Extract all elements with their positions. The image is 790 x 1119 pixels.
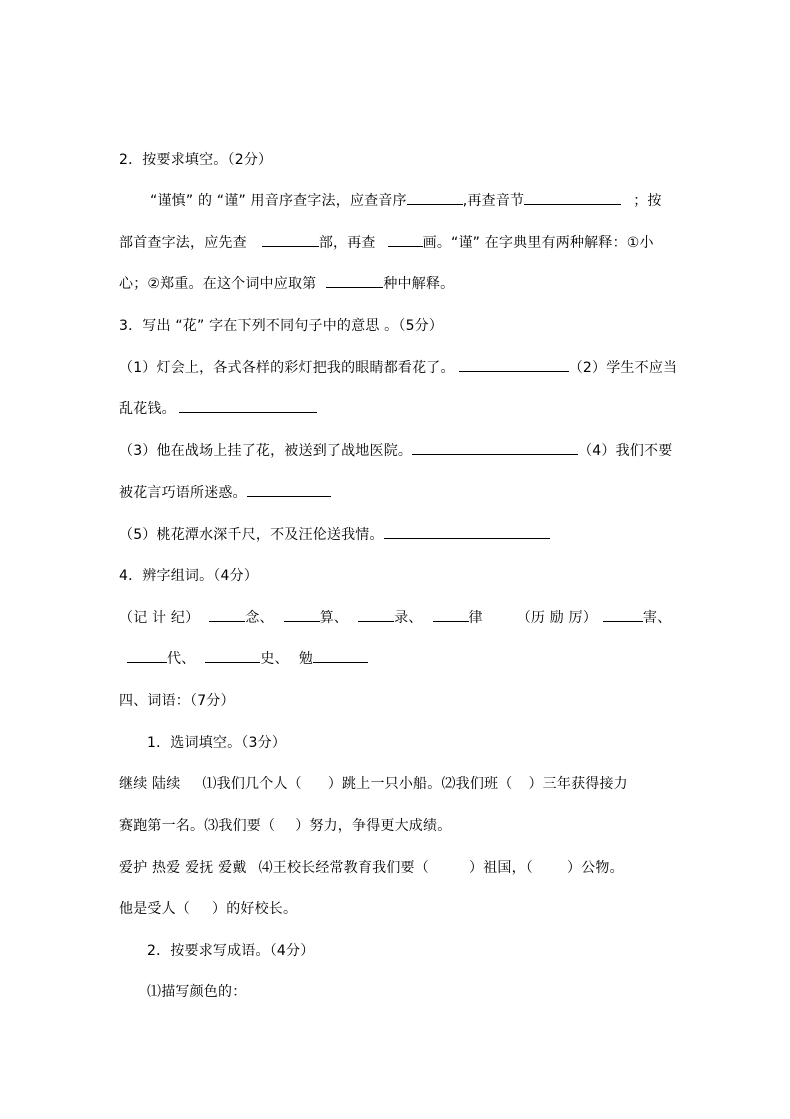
fill-blank[interactable] bbox=[459, 359, 569, 372]
word-suffix: 代、 bbox=[167, 651, 196, 667]
fill-blank[interactable] bbox=[388, 234, 423, 247]
subq-1-line-1 bbox=[119, 774, 628, 794]
section-4-title: 四、词语：（7分） bbox=[119, 693, 235, 709]
subq-1-line-4 bbox=[119, 899, 297, 919]
fill-blank[interactable] bbox=[205, 650, 260, 663]
fill-blank[interactable] bbox=[209, 609, 245, 622]
q2-text: 心；②郑重。在这个词中应取第 bbox=[119, 276, 317, 292]
fill-blank[interactable] bbox=[326, 275, 383, 288]
q4-line-1 bbox=[119, 608, 671, 628]
fill-blank[interactable] bbox=[127, 650, 167, 663]
q2-text: ；按 bbox=[633, 193, 662, 209]
char-group: （历 励 厉） bbox=[516, 610, 598, 626]
q3-line-1 bbox=[119, 358, 677, 378]
q3-sentence: 被花言巧语所迷惑。 bbox=[119, 485, 247, 501]
sentence-text: ⑷王校长经常教育我们要（ bbox=[258, 860, 429, 876]
fill-blank[interactable] bbox=[179, 400, 317, 413]
q2-text: “谨慎” 的 “谨” 用音序查字法，应查音序 bbox=[150, 193, 407, 209]
word-choices: 继续 陆续 bbox=[119, 776, 181, 792]
q4-line-2 bbox=[127, 649, 368, 669]
subq-1-title: 1．选词填空。（3分） bbox=[147, 735, 287, 751]
sentence-text: 赛跑第一名。⑶我们要（ bbox=[119, 818, 276, 834]
sentence-text: ）祖国，（ bbox=[468, 860, 533, 876]
q3-sentence: （2）学生不应当 bbox=[568, 360, 678, 376]
fill-blank[interactable] bbox=[412, 442, 578, 455]
q3-title: 3．写出 “花” 字在下列不同句子中的意思 。（5分） bbox=[119, 318, 444, 334]
fill-blank[interactable] bbox=[358, 609, 394, 622]
word-prefix: 勉 bbox=[298, 651, 314, 667]
q2-text: 画。“谨” 在字典里有两种解释：①小 bbox=[422, 235, 654, 251]
sentence-text: ）公物。 bbox=[566, 860, 624, 876]
word-suffix: 律 bbox=[468, 610, 483, 626]
fill-blank[interactable] bbox=[313, 650, 368, 663]
sentence-text: 他是受人（ bbox=[119, 901, 190, 917]
q2-line-2 bbox=[119, 233, 654, 253]
q3-sentence: （1）灯会上，各式各样的彩灯把我的眼睛都看花了。 bbox=[119, 360, 455, 376]
q3-line-5 bbox=[119, 525, 550, 545]
word-suffix: 录、 bbox=[394, 610, 423, 626]
sentence-text: ）努力，争得更大成绩。 bbox=[295, 818, 452, 834]
q2-text: 部，再查 bbox=[318, 235, 376, 251]
char-group: （记 计 纪） bbox=[119, 610, 200, 626]
q2-text: ,再查音节 bbox=[462, 193, 525, 209]
q3-sentence: （4）我们不要 bbox=[578, 443, 673, 459]
subq-2-title: 2．按要求写成语。（4分） bbox=[147, 943, 315, 959]
q3-line-3 bbox=[119, 441, 672, 461]
word-suffix: 算、 bbox=[319, 610, 349, 626]
q3-sentence: （3）他在战场上挂了花，被送到了战地医院。 bbox=[119, 443, 413, 459]
fill-blank[interactable] bbox=[433, 609, 469, 622]
fill-blank[interactable] bbox=[384, 526, 550, 539]
q3-sentence: （5）桃花潭水深千尺，不及汪伦送我情。 bbox=[119, 527, 384, 543]
q2-line-1 bbox=[150, 191, 662, 211]
q3-sentence: 乱花钱。 bbox=[119, 401, 176, 417]
fill-blank[interactable] bbox=[262, 234, 319, 247]
sentence-text: ）三年获得接力 bbox=[528, 776, 628, 792]
q2-title: 2．按要求填空。（2分） bbox=[119, 152, 273, 168]
fill-blank[interactable] bbox=[284, 609, 320, 622]
q3-line-2 bbox=[119, 399, 317, 419]
word-suffix: 史、 bbox=[260, 651, 289, 667]
sentence-text: ⑴我们几个人（ bbox=[202, 776, 302, 792]
word-choices: 爱护 热爱 爱抚 爱戴 bbox=[119, 860, 247, 876]
word-suffix: 害、 bbox=[643, 610, 672, 626]
subq-2-item-1: ⑴描写颜色的： bbox=[147, 984, 247, 1000]
fill-blank[interactable] bbox=[603, 609, 643, 622]
q3-line-4 bbox=[119, 483, 331, 503]
q2-text: 部首查字法，应先查 bbox=[119, 235, 247, 251]
fill-blank[interactable] bbox=[407, 192, 463, 205]
subq-1-line-3 bbox=[119, 858, 624, 878]
fill-blank[interactable] bbox=[247, 484, 331, 497]
q2-line-3 bbox=[119, 274, 454, 294]
q4-title: 4．辨字组词。（4分） bbox=[119, 568, 259, 584]
sentence-text: ）跳上一只小船。⑵我们班（ bbox=[327, 776, 513, 792]
fill-blank[interactable] bbox=[524, 192, 621, 205]
q2-text: 种中解释。 bbox=[383, 276, 455, 292]
subq-1-line-2 bbox=[119, 816, 451, 836]
sentence-text: ）的好校长。 bbox=[212, 901, 298, 917]
word-suffix: 念、 bbox=[245, 610, 274, 626]
